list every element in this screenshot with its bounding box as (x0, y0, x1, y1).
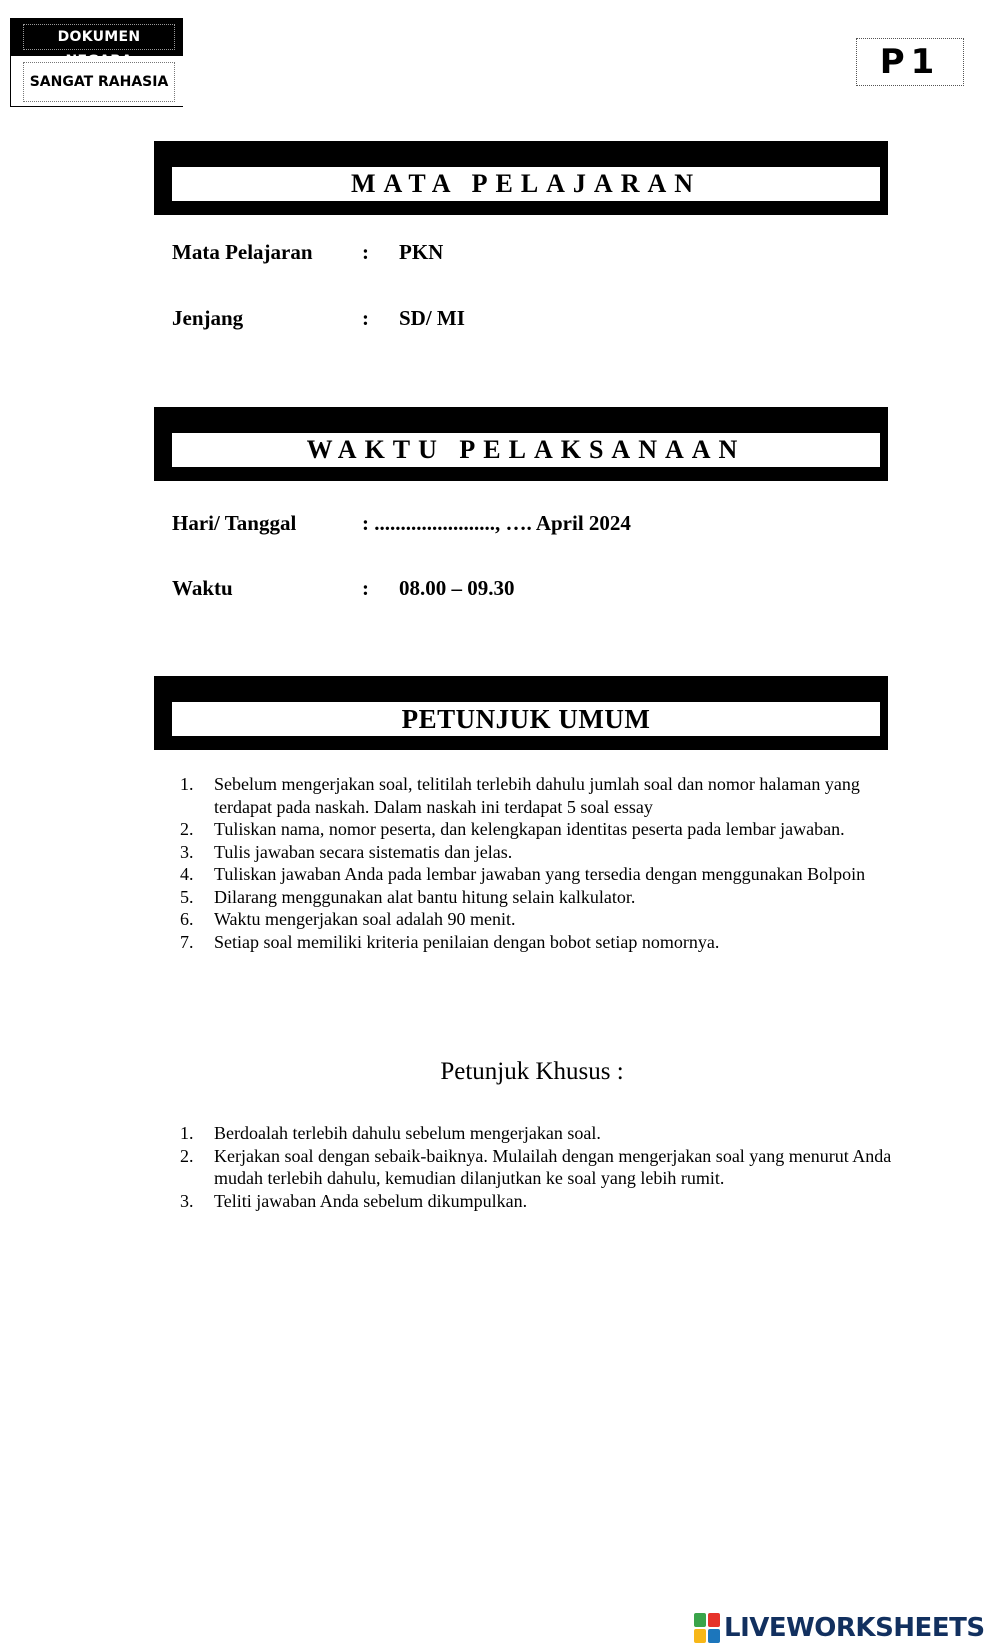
list-item (180, 841, 900, 864)
liveworksheets-brand: LIVEWORKSHEETS (724, 1613, 985, 1643)
list-item-text: Tulis jawaban secara sistematis dan jelas. (214, 841, 513, 862)
section-title-general-instructions: PETUNJUK UMUM (172, 702, 880, 736)
list-item-number: 1. (180, 1123, 194, 1143)
list-item-text: Berdoalah terlebih dahulu sebelum mengerjakan soal. (214, 1123, 601, 1143)
section-banner-subject (154, 141, 888, 215)
list-item-text: Tuliskan jawaban Anda pada lembar jawaban yang tersedia dengan menggunakan Bolpoin (214, 864, 866, 884)
section-title-subject: MATA PELAJARAN (172, 167, 880, 201)
section-banner-general-instructions (154, 676, 888, 750)
list-item-text: Waktu mengerjakan soal adalah 90 menit. (214, 909, 516, 929)
list-item-text: Kerjakan soal dengan sebaik-baiknya. Mulailah dengan mengerjakan soal yang menurut Anda mudah terlebih dahulu, kemudian dilanjutkan ke soal yang lebih rumit. (214, 1145, 892, 1188)
field-colon: : (362, 306, 369, 330)
field-label-subject: Mata Pelajaran (172, 240, 313, 264)
list-item (180, 886, 900, 909)
list-item-number: 1. (180, 774, 194, 794)
field-label-level: Jenjang (172, 306, 244, 330)
list-item-number: 6. (180, 909, 194, 929)
field-value-date: ......................., …. April 2024 (374, 511, 631, 535)
field-colon: : (362, 240, 369, 264)
list-item-number: 3. (180, 841, 194, 862)
field-label-date: Hari/ Tanggal (172, 511, 297, 535)
list-item-text: Sebelum mengerjakan soal, telitilah terlebih dahulu jumlah soal dan nomor halaman yang terdapat pada naskah. Dalam naskah ini terdapat 5 soal essay (214, 774, 860, 817)
list-item (180, 908, 900, 931)
list-item-number: 2. (180, 1145, 194, 1166)
stamp-line2: SANGAT RAHASIA (23, 62, 175, 102)
list-item (180, 773, 900, 818)
field-label-time: Waktu (172, 576, 233, 600)
list-item (180, 1190, 900, 1213)
liveworksheets-logo (694, 1612, 994, 1644)
field-value-subject: PKN (399, 240, 444, 264)
section-banner-schedule (154, 407, 888, 481)
special-instructions-heading: Petunjuk Khusus : (440, 1058, 624, 1085)
field-colon: : (362, 576, 369, 600)
list-item-text: Teliti jawaban Anda sebelum dikumpulkan. (214, 1190, 528, 1211)
list-item-number: 5. (180, 886, 194, 907)
field-colon: : (362, 511, 369, 535)
section-title-schedule: WAKTU PELAKSANAAN (172, 433, 880, 467)
list-item (180, 863, 900, 886)
liveworksheets-logo-icon (694, 1613, 720, 1643)
general-instructions-list (180, 773, 900, 953)
list-item-number: 2. (180, 819, 194, 839)
stamp-line1: DOKUMEN NEGARA (23, 24, 175, 50)
field-value-level: SD/ MI (399, 306, 465, 330)
list-item (180, 1145, 900, 1190)
special-instructions-list (180, 1122, 900, 1212)
packet-code: P1 (856, 38, 964, 86)
list-item (180, 1122, 900, 1145)
list-item-number: 4. (180, 864, 194, 884)
list-item-number: 7. (180, 931, 194, 952)
list-item-text: Tuliskan nama, nomor peserta, dan kelengkapan identitas peserta pada lembar jawaban. (214, 819, 845, 839)
field-value-time: 08.00 – 09.30 (399, 576, 515, 600)
list-item-text: Dilarang menggunakan alat bantu hitung selain kalkulator. (214, 886, 636, 907)
classification-stamp (10, 18, 183, 107)
field-date-line (362, 509, 631, 537)
stamp-header (11, 18, 183, 69)
list-item (180, 818, 900, 841)
list-item (180, 931, 900, 954)
list-item-text: Setiap soal memiliki kriteria penilaian dengan bobot setiap nomornya. (214, 931, 720, 952)
list-item-number: 3. (180, 1190, 194, 1211)
